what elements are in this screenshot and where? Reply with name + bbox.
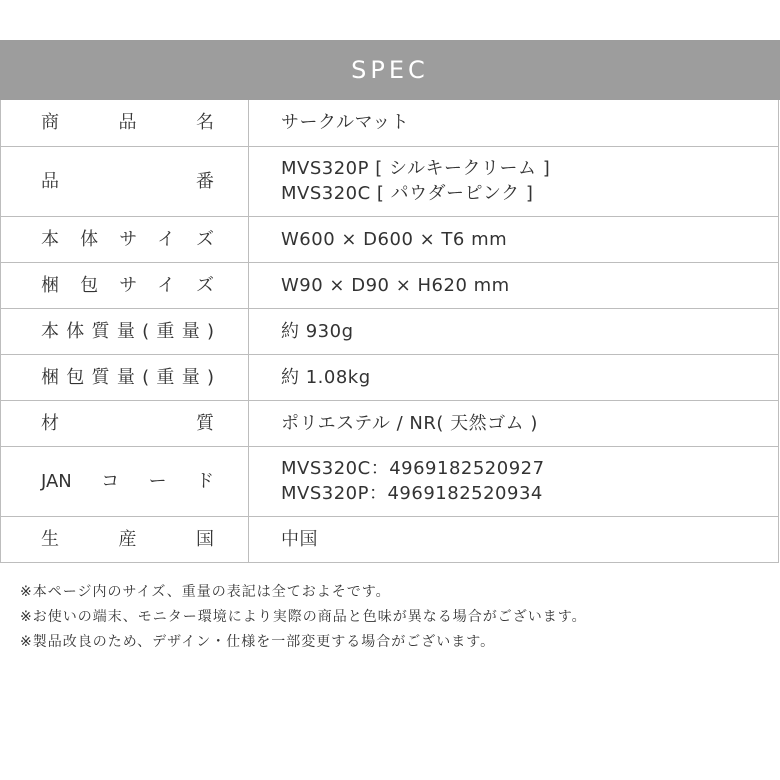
spec-label-jan-code: JANコード [1, 446, 249, 516]
spec-label-material: 材質 [1, 400, 249, 446]
spec-value-line: MVS320C：4969182520927 [281, 458, 545, 479]
spec-value-country [249, 516, 779, 562]
spec-value-line: MVS320C [ パウダーピンク ] [281, 183, 534, 204]
note-design: ※製品改良のため、デザイン・仕様を一部変更する場合がございます。 [20, 634, 496, 650]
spec-row-body-size [1, 216, 779, 262]
spec-label-body-weight: 本体質量(重量) [1, 308, 249, 354]
spec-value-item-number [249, 146, 779, 216]
spec-header [0, 40, 780, 100]
spec-value-material [249, 400, 779, 446]
spec-value-line: 中国 [281, 528, 318, 550]
spec-value-line: MVS320P [ シルキークリーム ] [281, 158, 551, 179]
note-color: ※お使いの端末、モニター環境により実際の商品と色味が異なる場合がございます。 [20, 609, 587, 625]
spec-value-product-name [249, 100, 779, 146]
spec-value-line: MVS320P：4969182520934 [281, 483, 543, 504]
spec-label-product-name: 商品名 [1, 100, 249, 146]
spec-value-line: W90 × D90 × H620 mm [281, 274, 510, 296]
spec-value-line: 約 930g [281, 320, 354, 342]
spec-value-body-size [249, 216, 779, 262]
spec-row-product-name [1, 100, 779, 146]
spec-value-jan-code [249, 446, 779, 516]
spec-row-body-weight [1, 308, 779, 354]
spec-row-material [1, 400, 779, 446]
spec-value-package-weight [249, 354, 779, 400]
spec-row-item-number [1, 146, 779, 216]
spec-value-body-weight [249, 308, 779, 354]
spec-value-line: 約 1.08kg [281, 366, 371, 388]
spec-row-jan-code [1, 446, 779, 516]
spec-table [0, 100, 779, 563]
note-size: ※本ページ内のサイズ、重量の表記は全ておよそです。 [20, 584, 391, 600]
spec-label-body-size: 本体サイズ [1, 216, 249, 262]
spec-label-country: 生産国 [1, 516, 249, 562]
spec-title: SPEC [351, 56, 429, 84]
spec-value-line: ポリエステル / NR( 天然ゴム ) [281, 412, 538, 434]
spec-label-item-number: 品番 [1, 146, 249, 216]
spec-value-package-size [249, 262, 779, 308]
spec-value-line: サークルマット [281, 112, 410, 134]
spec-row-package-weight [1, 354, 779, 400]
spec-label-package-size: 梱包サイズ [1, 262, 249, 308]
spec-row-country [1, 516, 779, 562]
notes [20, 580, 770, 655]
spec-row-package-size [1, 262, 779, 308]
spec-label-package-weight: 梱包質量(重量) [1, 354, 249, 400]
spec-value-line: W600 × D600 × T6 mm [281, 228, 508, 250]
